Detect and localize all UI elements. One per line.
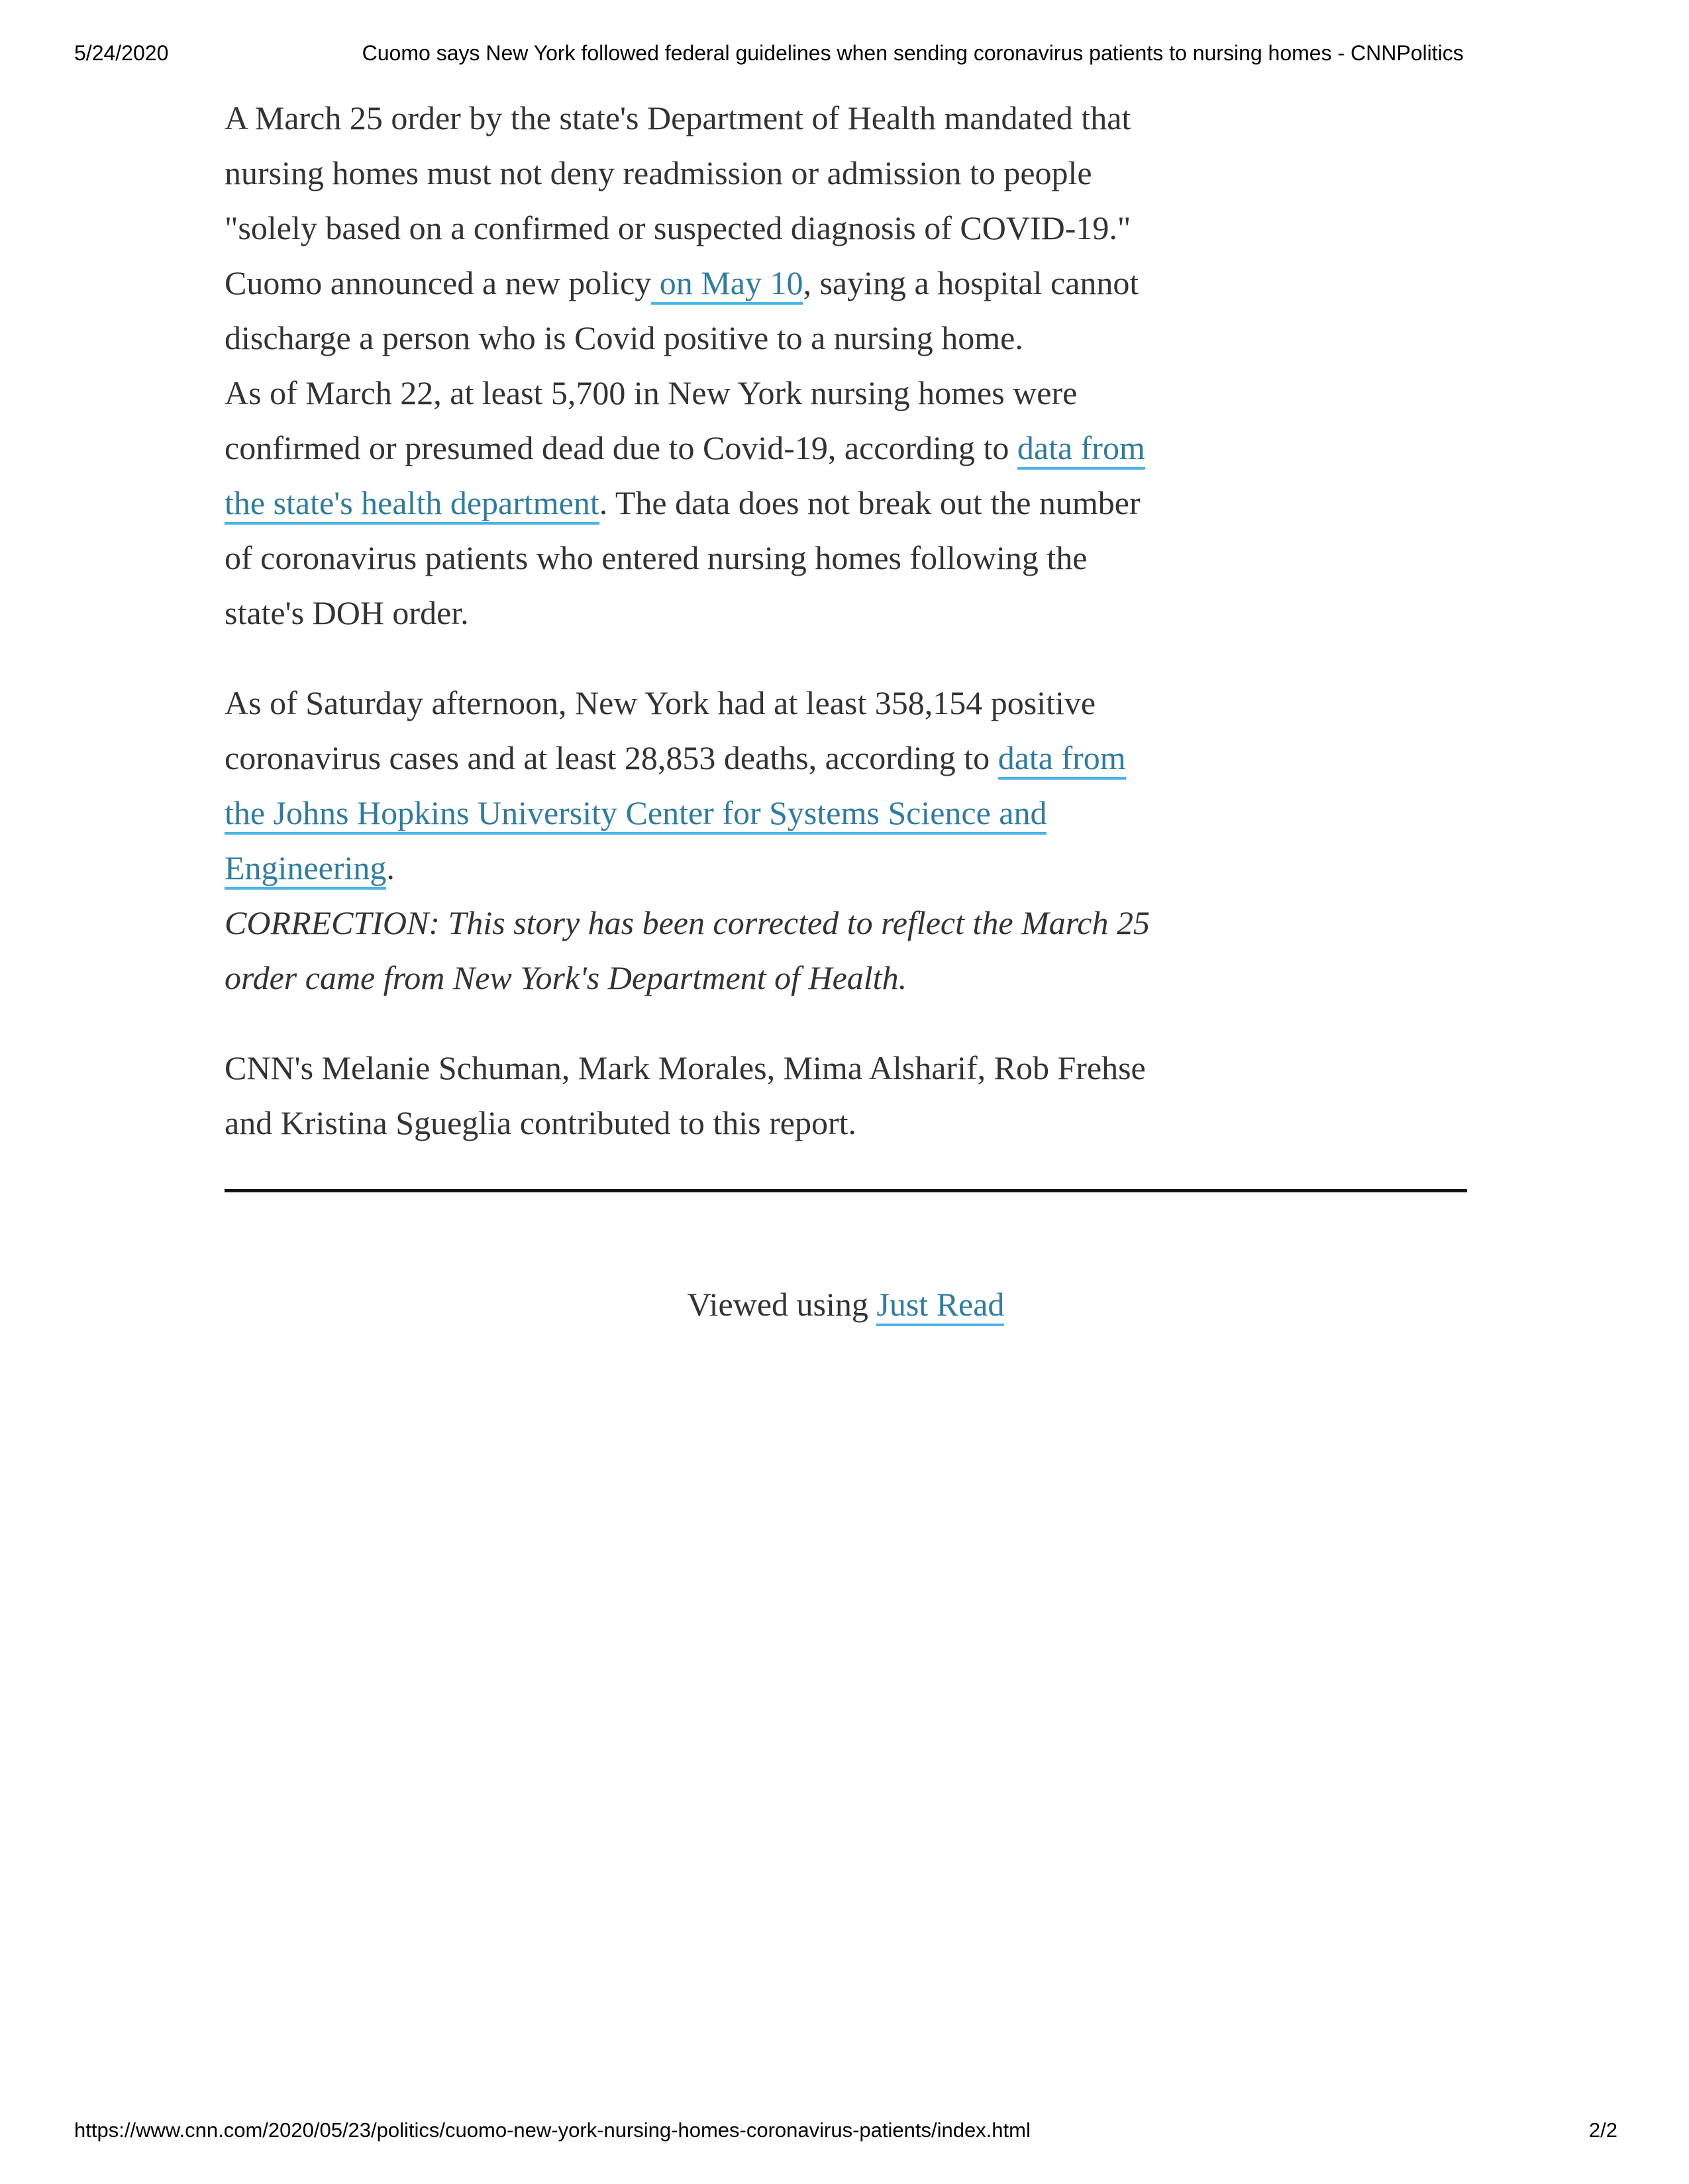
link-johns-hopkins-data[interactable]: data from — [998, 739, 1126, 780]
text-line — [225, 421, 1467, 476]
paragraph-doh-order — [225, 91, 1467, 641]
text-line: discharge a person who is Covid positive to a nursing home. — [225, 319, 1023, 356]
link-johns-hopkins-data[interactable]: Engineering — [225, 849, 386, 890]
print-date: 5/24/2020 — [74, 41, 169, 65]
text-segment: coronavirus cases and at least 28,853 deaths, according to — [225, 739, 998, 776]
text-line: CNN's Melanie Schuman, Mark Morales, Mima Alsharif, Rob Frehse — [225, 1049, 1146, 1086]
link-state-health-department[interactable]: data from — [1017, 429, 1145, 470]
correction-text-line: CORRECTION: This story has been corrected to reflect the March 25 — [225, 904, 1150, 941]
text-line — [225, 841, 1467, 896]
horizontal-rule — [225, 1189, 1467, 1192]
text-segment: . The data does not break out the number — [599, 484, 1141, 521]
text-segment: Cuomo announced a new policy — [225, 264, 652, 301]
footer-page-number: 2/2 — [1588, 2118, 1617, 2142]
text-line: As of Saturday afternoon, New York had at least 358,154 positive — [225, 684, 1096, 721]
paragraph-case-counts — [225, 676, 1467, 1006]
text-line: and Kristina Sgueglia contributed to this report. — [225, 1104, 856, 1141]
text-segment: . — [386, 849, 395, 886]
article-content — [225, 91, 1467, 1332]
text-segment: Viewed using — [687, 1286, 877, 1323]
footer-url: https://www.cnn.com/2020/05/23/politics/cuomo-new-york-nursing-homes-coronavirus-patients/index.html — [74, 2118, 1031, 2142]
correction-text-line: order came from New York's Department of Health. — [225, 959, 907, 996]
text-line: of coronavirus patients who entered nursing homes following the — [225, 539, 1088, 576]
print-page-title: Cuomo says New York followed federal guidelines when sending coronavirus patients to nursing homes - CNNPolitics — [362, 41, 1464, 65]
print-header — [74, 41, 1617, 66]
text-line: "solely based on a confirmed or suspected diagnosis of COVID-19." — [225, 209, 1131, 246]
paragraph-contributors — [225, 1041, 1467, 1151]
text-segment: , saying a hospital cannot — [803, 264, 1139, 301]
text-line: A March 25 order by the state's Department of Health mandated that — [225, 99, 1131, 136]
text-line — [225, 731, 1467, 786]
link-on-may-10[interactable]: on May 10 — [651, 264, 803, 305]
text-line: As of March 22, at least 5,700 in New York nursing homes were — [225, 374, 1078, 411]
text-line — [225, 256, 1467, 311]
text-line: nursing homes must not deny readmission or admission to people — [225, 154, 1092, 191]
text-line — [225, 476, 1467, 531]
viewed-using-line — [225, 1277, 1467, 1332]
text-line — [225, 786, 1467, 841]
link-johns-hopkins-data[interactable]: the Johns Hopkins University Center for Systems Science and — [225, 794, 1047, 835]
text-segment: confirmed or presumed dead due to Covid-19, according to — [225, 429, 1017, 466]
just-read-link[interactable]: Just Read — [876, 1286, 1004, 1326]
print-footer — [74, 2118, 1617, 2142]
link-state-health-department[interactable]: the state's health department — [225, 484, 599, 525]
text-line: state's DOH order. — [225, 594, 469, 631]
